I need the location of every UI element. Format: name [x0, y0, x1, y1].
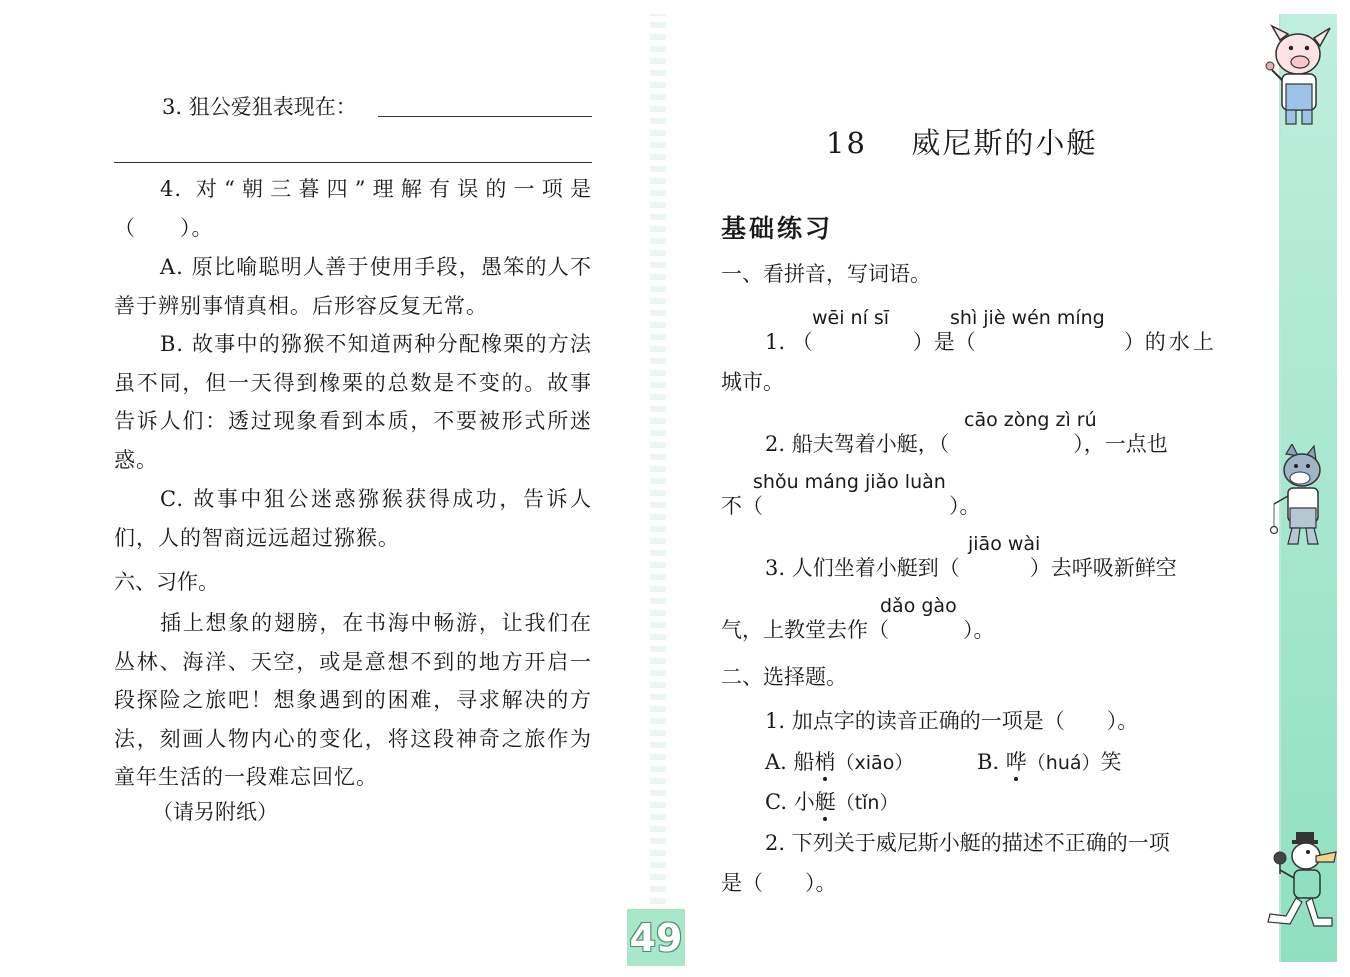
pig-mascot-icon — [1258, 18, 1336, 130]
q1-continuation: 城市。 — [721, 370, 784, 394]
q3-tail: 去呼吸新鲜空 — [1050, 556, 1177, 580]
q3-line — [765, 552, 1177, 582]
basic-practice-heading: 基础练习 — [721, 214, 834, 243]
lesson-title — [826, 121, 1097, 162]
q1-blank-b[interactable]: （ ） — [954, 330, 1145, 354]
q2-blank-b[interactable]: （ ） — [742, 494, 960, 518]
q3-pinyin-b: dǎo gào — [880, 595, 957, 617]
left-q4-text: 4. 对“朝三暮四”理解有误的一项是（ ）。 — [114, 177, 592, 240]
q1-pinyin-b: shì jiè wén míng — [950, 307, 1105, 329]
left-q3-answer-line-2[interactable] — [114, 162, 592, 163]
left-q3-prompt: 3. 狙公爱狙表现在： — [162, 95, 357, 119]
left-page — [0, 0, 650, 977]
q2-pinyin-a: cāo zòng zì rú — [964, 409, 1097, 431]
left-q4-option-a: A. 原比喻聪明人善于使用手段，愚笨的人不善于辨别事情真相。后形容反复无常。 — [114, 255, 592, 318]
left-essay-prompt: 插上想象的翅膀，在书海中畅游，让我们在丛林、海洋、天空，或是意想不到的地方开启一段探险之旅吧！想象遇到的困难，寻求解决的方法，刻画人物内心的变化，将这段神奇之旅作为童年生活的一段难忘回忆。 — [114, 611, 592, 789]
wolf-yoyo-icon — [1266, 444, 1336, 552]
q2-cont-head: 不 — [721, 494, 742, 518]
lesson-number: 18 — [826, 126, 867, 160]
right-page — [666, 0, 1350, 977]
left-attach-note: （请另附纸） — [152, 800, 278, 824]
q1-number: 1. — [765, 330, 786, 354]
q3-cont-head: 气，上教堂去作 — [721, 618, 868, 642]
q3-cont-tail: 。 — [973, 618, 995, 642]
section1-heading: 一、看拼音，写词语。 — [721, 262, 931, 286]
mc1-option-a[interactable]: A. 船梢（xiāo） — [765, 750, 914, 774]
q3-pinyin-a: jiāo wài — [968, 533, 1041, 555]
q1-tail: 的水上 — [1144, 330, 1217, 354]
page-number: 49 — [629, 915, 683, 960]
q2-tail: ，一点也 — [1083, 432, 1168, 456]
q3-blank-b[interactable]: （ ） — [868, 618, 974, 642]
q3-number: 3. — [765, 556, 786, 580]
q3-head: 人们坐着小艇到 — [791, 556, 939, 580]
left-q4-option-c: C. 故事中狙公迷惑猕猴获得成功，告诉人们，人的智商远远超过猕猴。 — [114, 487, 592, 550]
mc1-option-c[interactable]: C. 小艇（tǐn） — [765, 790, 899, 814]
q2-head: 船夫驾着小艇， — [791, 432, 939, 456]
left-q3-answer-line-1[interactable] — [378, 116, 592, 117]
mc1-c-dotted-char: 艇 — [814, 790, 836, 814]
mc1-option-b[interactable]: B. 哗（huá）笑 — [977, 750, 1122, 774]
q2-pinyin-b: shǒu máng jiǎo luàn — [753, 471, 946, 493]
section2-heading: 二、选择题。 — [721, 665, 847, 689]
left-section6-heading: 六、习作。 — [114, 570, 219, 594]
q1-line — [765, 326, 1217, 356]
q2-number: 2. — [765, 432, 786, 456]
page-fold — [650, 14, 666, 964]
mc1-b-dotted-char: 哗 — [1005, 750, 1027, 774]
lesson-name: 威尼斯的小艇 — [911, 126, 1098, 160]
mc1-a-dotted-char: 梢 — [814, 750, 836, 774]
q1-mid: 是 — [933, 330, 955, 354]
q2-blank-a[interactable]: （ ） — [938, 432, 1084, 456]
q1-blank-a[interactable]: （ ） — [791, 330, 934, 354]
mc2-continuation: 是（ ）。 — [721, 871, 837, 895]
left-q4-option-b: B. 故事中的猕猴不知道两种分配橡栗的方法虽不同，但一天得到橡栗的总数是不变的。故事告诉人们：透过现象看到本质，不要被形式所迷惑。 — [114, 332, 592, 472]
q3-blank-a[interactable]: （ ） — [938, 556, 1051, 580]
duck-mascot-icon — [1264, 830, 1340, 932]
page-number-box — [627, 909, 685, 966]
q3-continuation — [721, 614, 995, 644]
mc2-stem: 2. 下列关于威尼斯小艇的描述不正确的一项 — [765, 831, 1170, 855]
q2-cont-tail: 。 — [959, 494, 981, 518]
q2-line — [765, 428, 1168, 458]
q1-pinyin-a: wēi ní sī — [812, 307, 890, 329]
mc1-stem: 1. 加点字的读音正确的一项是（ ）。 — [765, 709, 1139, 733]
q2-continuation — [721, 490, 981, 520]
